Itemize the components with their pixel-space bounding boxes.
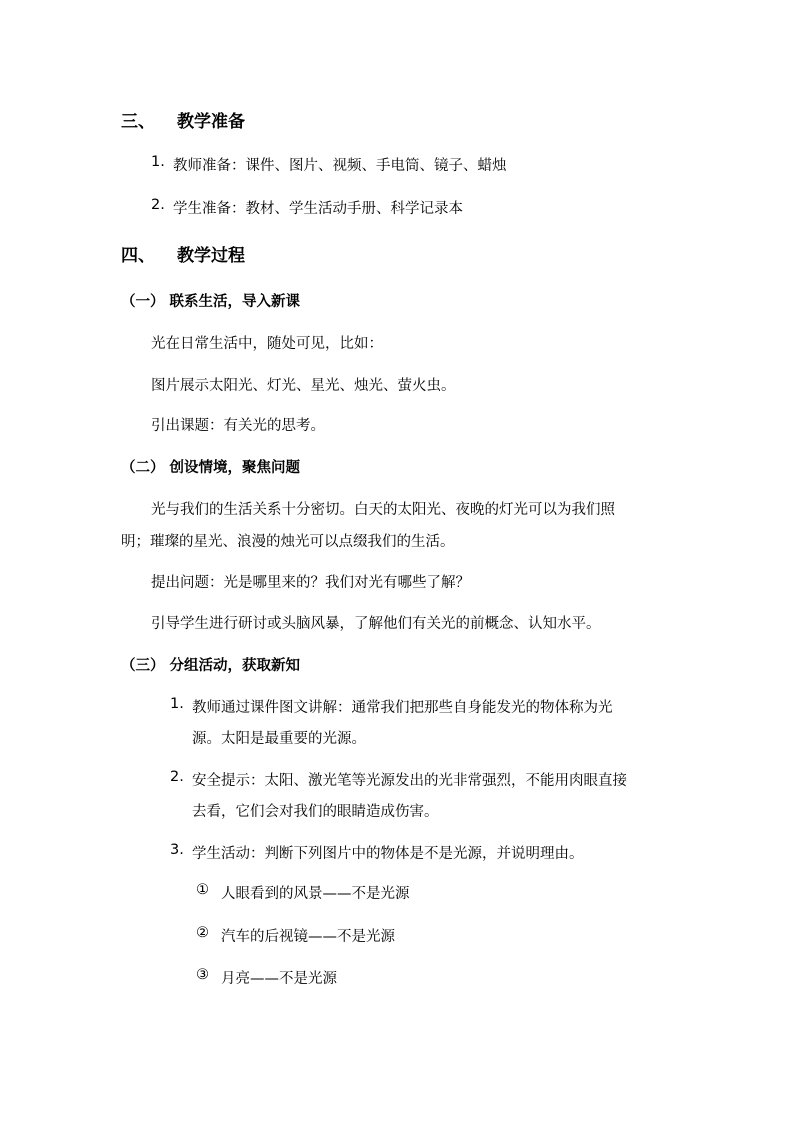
paragraph: 图片展示太阳光、灯光、星光、烛光、萤火虫。: [151, 378, 456, 394]
paragraph: 引导学生进行研讨或头脑风暴，了解他们有关光的前概念、认知水平。: [151, 616, 601, 632]
list-text-line: 教师通过课件图文讲解：通常我们把那些自身能发光的物体称为光: [192, 700, 613, 716]
list-number: 2.: [151, 197, 165, 213]
sub-item: [196, 925, 596, 947]
list-text-line: 去看，它们会对我们的眼睛造成伤害。: [192, 804, 439, 820]
list-text: 学生活动：判断下列图片中的物体是不是光源，并说明理由。: [192, 846, 584, 862]
list-item: [151, 197, 571, 219]
list-text: 教师准备：课件、图片、视频、手电筒、镜子、蜡烛: [173, 158, 507, 174]
list-number: 2.: [170, 769, 184, 785]
sub-item-text: 人眼看到的风景——不是光源: [221, 886, 410, 902]
section-4-title: 教学过程: [177, 246, 245, 266]
section-4-number: 四、: [121, 246, 155, 266]
sub-item: [196, 882, 596, 904]
paragraph-line: 明；璀璨的星光、浪漫的烛光可以点缀我们的生活。: [121, 534, 455, 550]
list-number: 1.: [151, 154, 165, 170]
list-item: [170, 842, 690, 864]
list-number: 1.: [170, 696, 184, 712]
list-item: [170, 769, 690, 823]
paragraph: 引出课题：有关光的思考。: [151, 418, 325, 434]
list-text: 学生准备：教材、学生活动手册、科学记录本: [173, 201, 463, 217]
sub-item-text: 月亮——不是光源: [221, 971, 337, 987]
sub-item-text: 汽车的后视镜——不是光源: [221, 929, 395, 945]
section-3-number: 三、: [121, 112, 155, 132]
section-3-heading: [121, 107, 321, 131]
paragraph: 提出问题：光是哪里来的？我们对光有哪些了解？: [151, 575, 470, 591]
sub-item-marker: ②: [196, 925, 209, 941]
sub-item-marker: ③: [196, 967, 209, 983]
list-text-line: 源。太阳是最重要的光源。: [192, 731, 366, 747]
paragraph-line: 光与我们的生活关系十分密切。白天的太阳光、夜晚的灯光可以为我们照: [151, 502, 615, 518]
sub-item-marker: ①: [196, 882, 209, 898]
section-4-heading: [121, 241, 321, 265]
sub-item: [196, 967, 596, 989]
subsection-3-title: （三） 分组活动，获取新知: [121, 658, 301, 674]
subsection-2-title: （二） 创设情境，聚焦问题: [121, 460, 301, 476]
subsection-1-title: （一） 联系生活，导入新课: [121, 294, 301, 310]
section-3-title: 教学准备: [177, 112, 245, 132]
list-text-line: 安全提示：太阳、激光笔等光源发出的光非常强烈，不能用肉眼直接: [192, 773, 627, 789]
paragraph: 光在日常生活中，随处可见，比如：: [151, 336, 383, 352]
list-item: [151, 154, 571, 176]
list-number: 3.: [170, 842, 184, 858]
list-item: [170, 696, 690, 750]
